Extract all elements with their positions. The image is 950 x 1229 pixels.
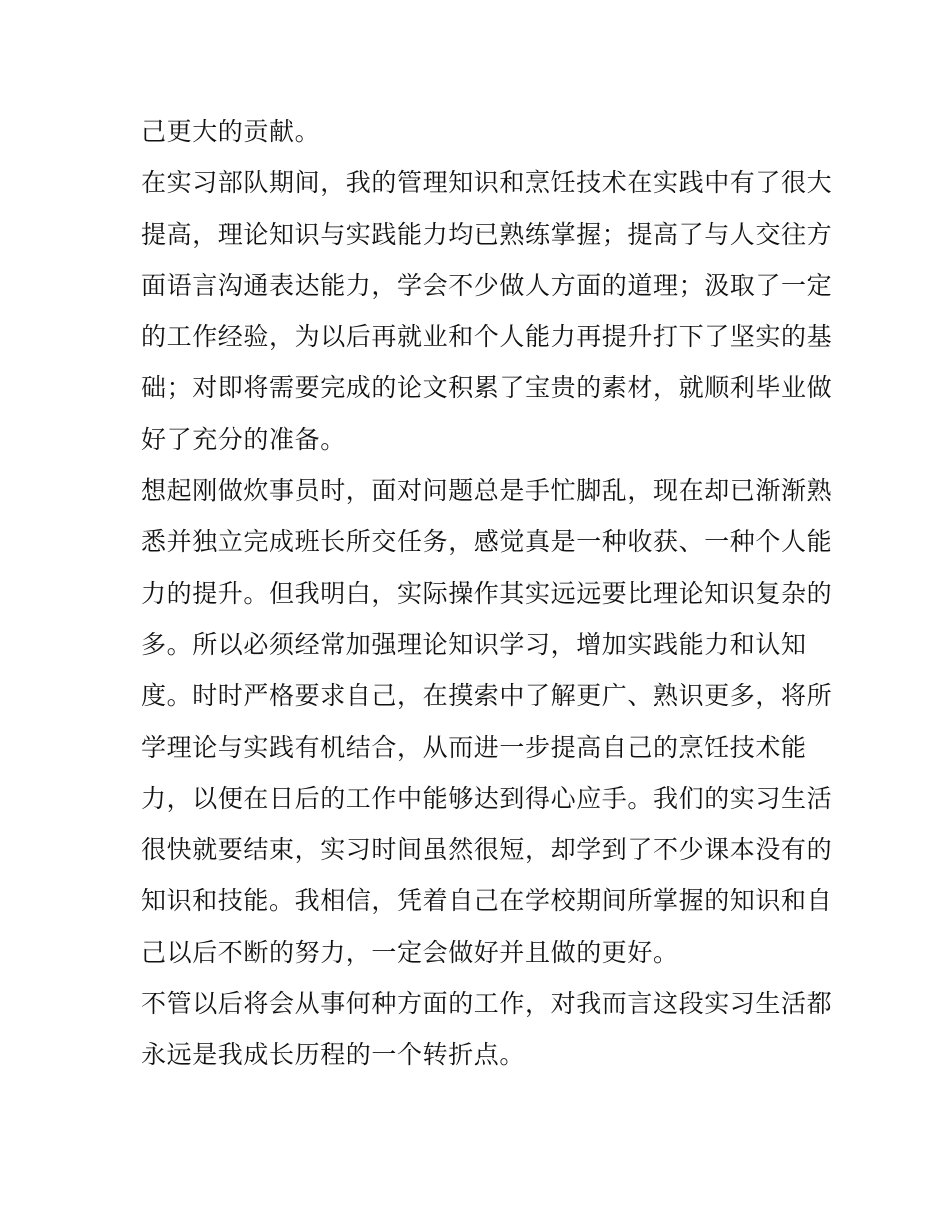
body-text — [141, 106, 833, 1081]
text-line: 提高，理论知识与实践能力均已熟练掌握；提高了与人交往方 — [141, 219, 833, 249]
text-line: 在实习部队期间，我的管理知识和烹饪技术在实践中有了很大 — [141, 168, 833, 198]
text-line: 悉并独立完成班长所交任务，感觉真是一种收获、一种个人能 — [141, 527, 833, 557]
text-line: 知识和技能。我相信，凭着自己在学校期间所掌握的知识和自 — [141, 886, 833, 916]
text-line: 不管以后将会从事何种方面的工作，对我而言这段实习生活都 — [141, 989, 833, 1019]
text-line: 础；对即将需要完成的论文积累了宝贵的素材，就顺利毕业做 — [141, 373, 833, 403]
text-line: 己更大的贡献。 — [141, 117, 321, 146]
text-line: 的工作经验，为以后再就业和个人能力再提升打下了坚实的基 — [141, 322, 833, 352]
text-line: 多。所以必须经常加强理论知识学习，增加实践能力和认知 — [141, 629, 807, 659]
text-line: 力，以便在日后的工作中能够达到得心应手。我们的实习生活 — [141, 783, 833, 813]
text-line: 力的提升。但我明白，实际操作其实远远要比理论知识复杂的 — [141, 578, 833, 608]
text-line: 想起刚做炊事员时，面对问题总是手忙脚乱，现在却已渐渐熟 — [141, 476, 833, 506]
text-line: 面语言沟通表达能力，学会不少做人方面的道理；汲取了一定 — [141, 270, 833, 300]
text-line: 永远是我成长历程的一个转折点。 — [141, 1040, 526, 1070]
text-line: 学理论与实践有机结合，从而进一步提高自己的烹饪技术能 — [141, 732, 807, 762]
text-line: 度。时时严格要求自己，在摸索中了解更广、熟识更多，将所 — [141, 681, 833, 711]
text-line: 好了充分的准备。 — [141, 424, 346, 454]
text-line: 己以后不断的努力，一定会做好并且做的更好。 — [141, 937, 679, 967]
text-line: 很快就要结束，实习时间虽然很短，却学到了不少课本没有的 — [141, 835, 833, 865]
